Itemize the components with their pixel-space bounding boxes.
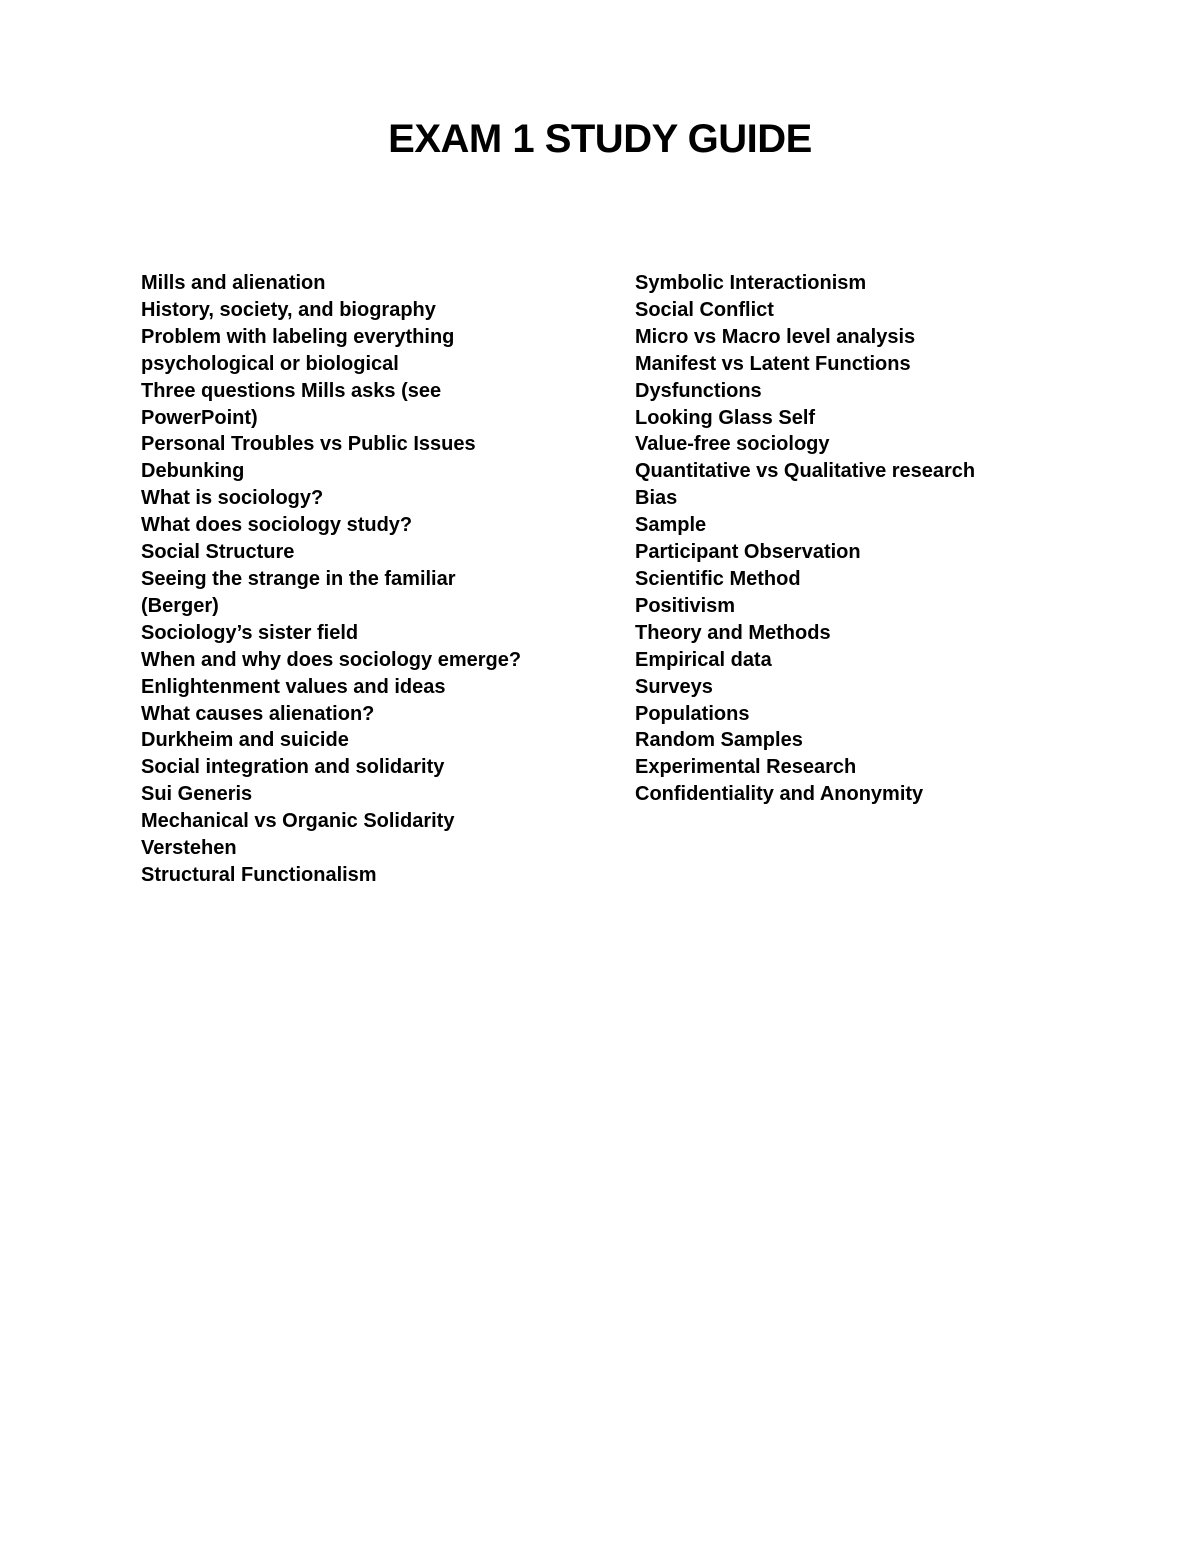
topic-item: Enlightenment values and ideas bbox=[141, 675, 446, 698]
topic-item: Looking Glass Self bbox=[635, 406, 816, 429]
topic-item: PowerPoint) bbox=[141, 406, 258, 429]
right-topic-list bbox=[635, 270, 1055, 808]
topic-item: (Berger) bbox=[141, 594, 219, 617]
topic-item: Micro vs Macro level analysis bbox=[635, 325, 916, 348]
topic-item: Dysfunctions bbox=[635, 379, 762, 402]
topic-item: What causes alienation? bbox=[141, 702, 375, 725]
topic-item: Populations bbox=[635, 702, 750, 725]
topic-item: What does sociology study? bbox=[141, 514, 413, 537]
topic-item: Debunking bbox=[141, 460, 245, 483]
topic-item: History, society, and biography bbox=[141, 298, 436, 321]
topic-item: Bias bbox=[635, 487, 678, 510]
topic-item: Scientific Method bbox=[635, 567, 801, 590]
topic-item: Sociology’s sister field bbox=[141, 621, 359, 644]
topic-item: Value-free sociology bbox=[635, 433, 830, 456]
topic-item: Confidentiality and Anonymity bbox=[635, 783, 924, 806]
topic-item: Positivism bbox=[635, 594, 736, 617]
topic-item: Personal Troubles vs Public Issues bbox=[141, 433, 476, 456]
topic-item: Social integration and solidarity bbox=[141, 756, 445, 779]
topic-item: Verstehen bbox=[141, 837, 237, 860]
topic-item: Manifest vs Latent Functions bbox=[635, 352, 911, 375]
topic-item: Mills and alienation bbox=[141, 272, 326, 294]
topic-item: Seeing the strange in the familiar bbox=[141, 567, 456, 590]
topic-item: psychological or biological bbox=[141, 352, 399, 375]
topic-item: When and why does sociology emerge? bbox=[141, 648, 522, 671]
topic-item: Social Conflict bbox=[635, 298, 774, 321]
left-topic-list bbox=[141, 270, 571, 889]
topic-item: Structural Functionalism bbox=[141, 863, 377, 886]
topic-item: Sample bbox=[635, 514, 707, 537]
topic-item: Durkheim and suicide bbox=[141, 729, 349, 752]
topic-item: Sui Generis bbox=[141, 783, 253, 806]
topic-item: Random Samples bbox=[635, 729, 803, 752]
topic-item: Empirical data bbox=[635, 648, 772, 671]
topic-item: Participant Observation bbox=[635, 541, 861, 564]
topic-item: Quantitative vs Qualitative research bbox=[635, 460, 976, 483]
topic-item: Three questions Mills asks (see bbox=[141, 379, 442, 402]
page-title: EXAM 1 STUDY GUIDE bbox=[388, 116, 812, 161]
topic-item: Symbolic Interactionism bbox=[635, 272, 867, 294]
topic-item: What is sociology? bbox=[141, 487, 324, 510]
topic-item: Surveys bbox=[635, 675, 713, 698]
topic-item: Social Structure bbox=[141, 541, 295, 564]
topic-item: Experimental Research bbox=[635, 756, 857, 779]
topic-item: Mechanical vs Organic Solidarity bbox=[141, 810, 455, 833]
topic-item: Problem with labeling everything bbox=[141, 325, 455, 348]
topic-item: Theory and Methods bbox=[635, 621, 831, 644]
